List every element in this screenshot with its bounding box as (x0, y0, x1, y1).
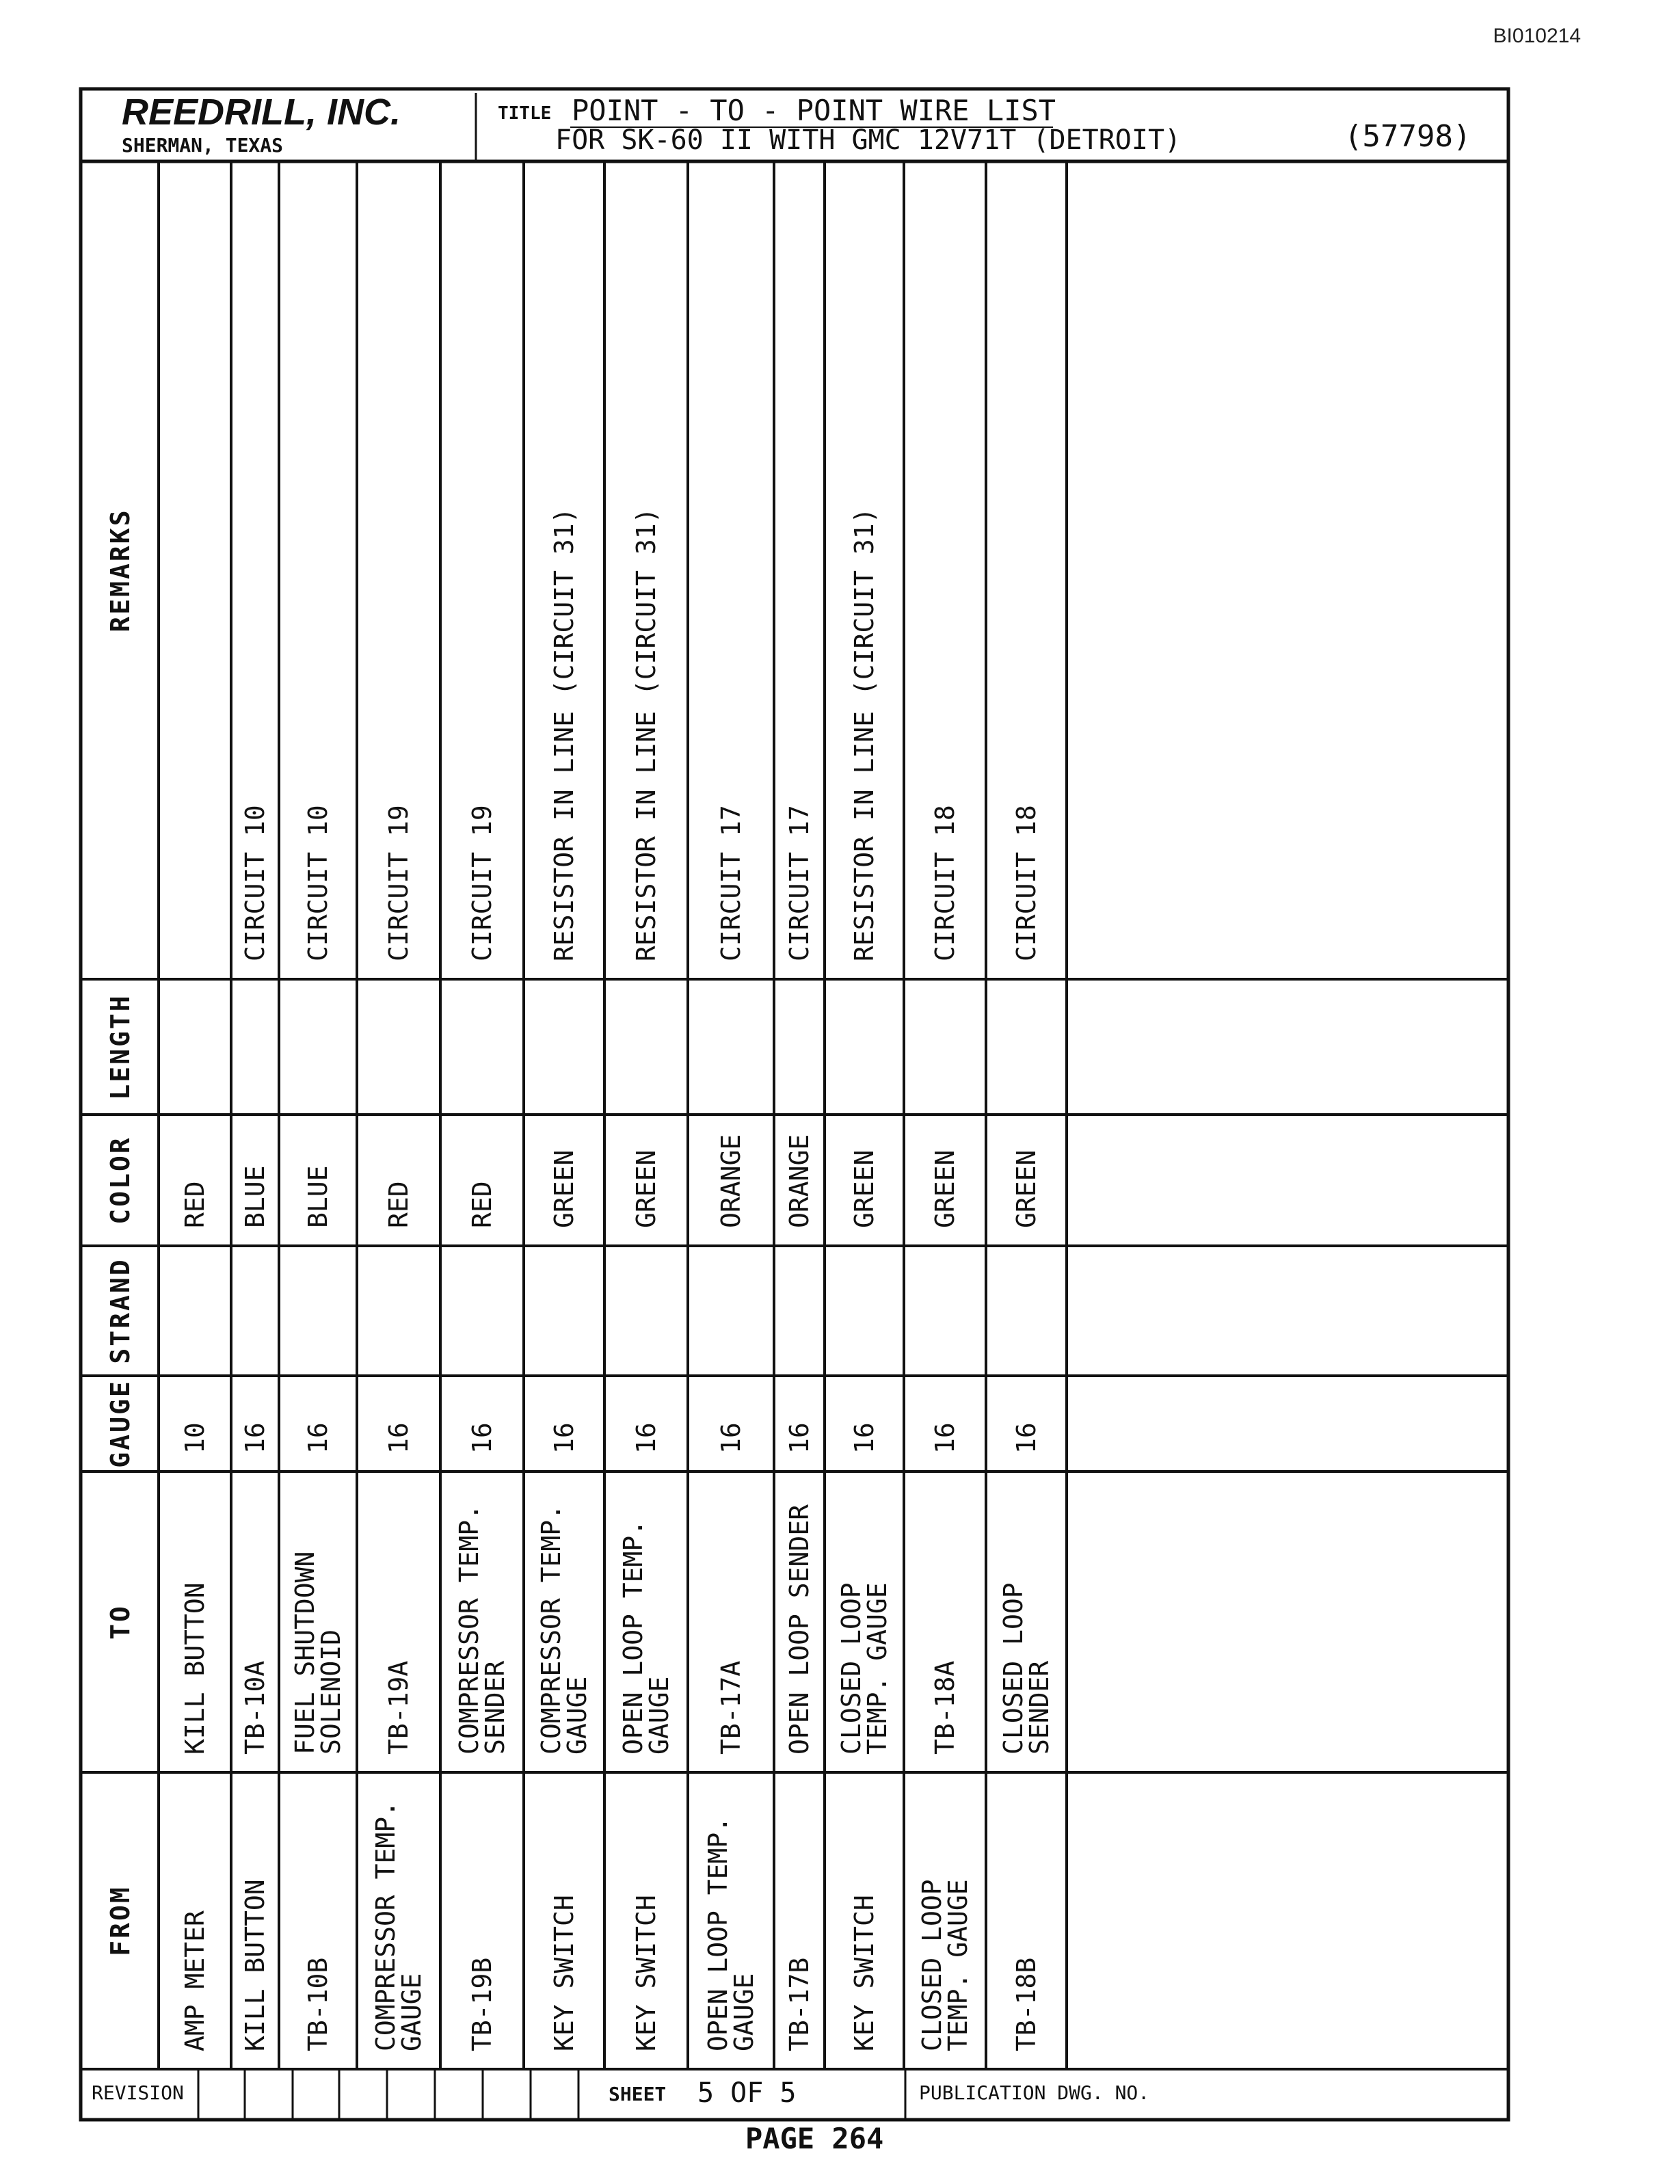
cell-to: TB-19A (384, 1660, 414, 1755)
cell-from: COMPRESSOR TEMP. (371, 1800, 401, 2051)
title-line-2: FOR SK-60 II WITH GMC 12V71T (DETROIT) (555, 124, 1182, 156)
cell-to: CLOSED LOOP (998, 1582, 1028, 1755)
cell-color: GREEN (549, 1149, 579, 1228)
cell-to: COMPRESSOR TEMP. (536, 1504, 566, 1755)
table-row (240, 805, 270, 2051)
cell-color: BLUE (240, 1165, 270, 1228)
cell-gauge: 16 (467, 1422, 497, 1454)
cell-color: GREEN (849, 1149, 879, 1228)
cell-from: OPEN LOOP TEMP. (703, 1816, 733, 2051)
cell-from: KEY SWITCH (549, 1895, 579, 2051)
title-line-1: POINT - TO - POINT WIRE LIST (572, 94, 1056, 127)
cell-to: KILL BUTTON (180, 1582, 210, 1755)
table-row (618, 508, 674, 2051)
cell-to: CLOSED LOOP (836, 1582, 866, 1755)
cell-from: KEY SWITCH (849, 1895, 879, 2051)
cell-color: GREEN (1011, 1149, 1041, 1228)
cell-from: CLOSED LOOP (917, 1879, 947, 2051)
cell-to: GAUGE (562, 1676, 592, 1755)
cell-color: GREEN (631, 1149, 661, 1228)
cell-remarks: CIRCUIT 19 (467, 805, 497, 961)
cell-from: GAUGE (729, 1973, 759, 2051)
cell-color: RED (467, 1181, 497, 1228)
cell-to: TB-18A (930, 1660, 960, 1755)
cell-from: TB-18B (1011, 1957, 1041, 2051)
cell-to: OPEN LOOP SENDER (784, 1504, 814, 1755)
document-id: BI010214 (1493, 25, 1581, 47)
cell-from: TB-17B (784, 1957, 814, 2051)
cell-to: TEMP. GAUGE (862, 1582, 892, 1755)
drawing-number: (57798) (1344, 119, 1471, 154)
cell-from: TB-19B (467, 1957, 497, 2051)
company-location: SHERMAN, TEXAS (122, 134, 284, 157)
table-grid (81, 161, 1508, 2069)
table-row (836, 508, 892, 2051)
footer-strip (81, 2069, 1508, 2120)
cell-gauge: 10 (180, 1422, 210, 1454)
cell-color: ORANGE (716, 1134, 746, 1228)
table-row (290, 805, 346, 2051)
revision-label: REVISION (92, 2081, 184, 2104)
cell-to: SENDER (1024, 1660, 1054, 1755)
sheet-label: SHEET (609, 2083, 667, 2105)
cell-from: KILL BUTTON (240, 1879, 270, 2051)
table-row (180, 1181, 210, 2051)
cell-gauge: 16 (784, 1422, 814, 1454)
header-color: COLOR (105, 1136, 135, 1225)
cell-color: RED (180, 1181, 210, 1228)
cell-to: OPEN LOOP TEMP. (618, 1519, 648, 1755)
cell-to: SOLENOID (316, 1629, 346, 1755)
cell-from: TEMP. GAUGE (943, 1879, 973, 2051)
cell-remarks: CIRCUIT 10 (303, 805, 333, 961)
title-label: TITLE (498, 103, 552, 124)
header-length: LENGTH (105, 994, 135, 1100)
company-name: REEDRILL, INC. (122, 92, 401, 133)
cell-remarks: RESISTOR IN LINE (CIRCUIT 31) (849, 507, 879, 961)
cell-gauge: 16 (240, 1422, 270, 1454)
cell-color: BLUE (303, 1165, 333, 1228)
cell-gauge: 16 (303, 1422, 333, 1454)
cell-to: TB-17A (716, 1660, 746, 1755)
cell-gauge: 16 (849, 1422, 879, 1454)
table-row (784, 805, 814, 2051)
cell-remarks: RESISTOR IN LINE (CIRCUIT 31) (549, 507, 579, 961)
cell-to: SENDER (480, 1660, 510, 1755)
cell-to: FUEL SHUTDOWN (290, 1551, 320, 1755)
table-body (180, 508, 1054, 2051)
cell-color: ORANGE (784, 1134, 814, 1228)
cell-remarks: CIRCUIT 10 (240, 805, 270, 961)
header-strand: STRAND (105, 1257, 135, 1364)
revision-boxes (198, 2069, 578, 2120)
cell-gauge: 16 (549, 1422, 579, 1454)
table-row (536, 508, 592, 2051)
cell-gauge: 16 (930, 1422, 960, 1454)
header-to: TO (105, 1604, 135, 1640)
cell-from: KEY SWITCH (631, 1895, 661, 2051)
cell-gauge: 16 (1011, 1422, 1041, 1454)
header-gauge: GAUGE (105, 1379, 135, 1468)
cell-color: RED (384, 1181, 414, 1228)
cell-remarks: CIRCUIT 17 (784, 805, 814, 961)
cell-color: GREEN (930, 1149, 960, 1228)
table-row (998, 805, 1054, 2051)
cell-remarks: RESISTOR IN LINE (CIRCUIT 31) (631, 507, 661, 961)
cell-gauge: 16 (716, 1422, 746, 1454)
cell-to: GAUGE (644, 1676, 674, 1755)
table-row (703, 805, 759, 2051)
header-from: FROM (105, 1885, 135, 1956)
cell-remarks: CIRCUIT 17 (716, 805, 746, 961)
table-row (454, 805, 510, 2051)
cell-from: TB-10B (303, 1957, 333, 2051)
table-row (371, 805, 427, 2051)
cell-to: COMPRESSOR TEMP. (454, 1504, 484, 1755)
header-remarks: REMARKS (105, 508, 135, 632)
cell-remarks: CIRCUIT 19 (384, 805, 414, 961)
publication-label: PUBLICATION DWG. NO. (919, 2081, 1150, 2104)
sheet-number: 5 OF 5 (697, 2077, 797, 2109)
cell-to: TB-10A (240, 1660, 270, 1755)
column-headers (105, 508, 135, 1956)
cell-gauge: 16 (384, 1422, 414, 1454)
table-row (917, 805, 973, 2051)
cell-from: GAUGE (397, 1973, 427, 2051)
cell-gauge: 16 (631, 1422, 661, 1454)
form-frame (81, 89, 1508, 2120)
cell-remarks: CIRCUIT 18 (930, 805, 960, 961)
cell-from: AMP METER (180, 1910, 210, 2051)
page-number: PAGE 264 (745, 2122, 884, 2155)
cell-remarks: CIRCUIT 18 (1011, 805, 1041, 961)
